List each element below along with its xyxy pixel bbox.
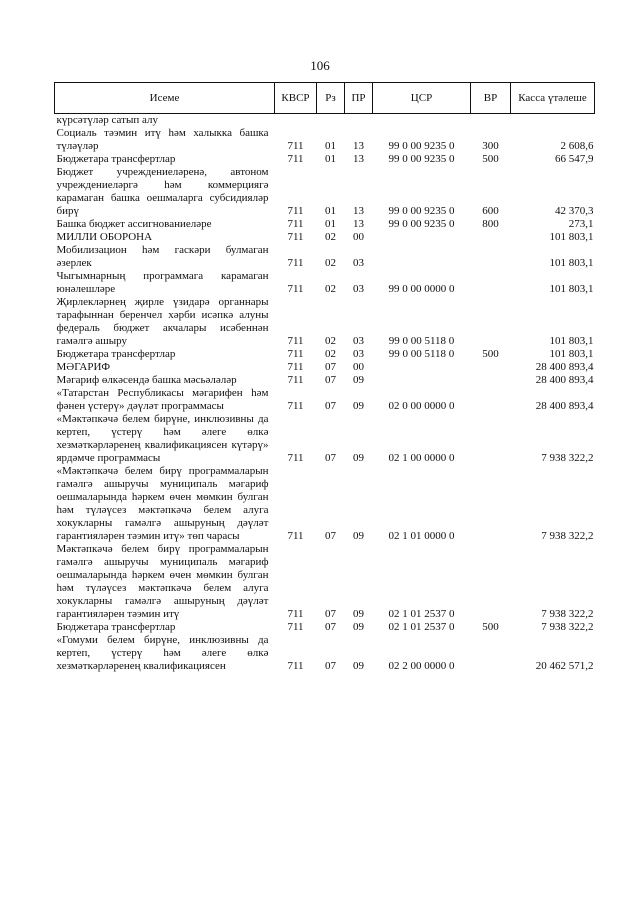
cell-kvsr: 711 — [287, 218, 304, 230]
cell-vr: 500 — [482, 348, 499, 360]
table-row — [55, 543, 595, 621]
cell-vr: 500 — [482, 621, 499, 633]
cell-name: Бюджетара трансфертлар — [56, 621, 176, 633]
cell-name: МӘГАРИФ — [56, 361, 111, 373]
cell-rz: 07 — [325, 374, 336, 386]
cell-rz — [317, 114, 345, 128]
cell-vr — [471, 374, 511, 387]
cell-pr: 00 — [353, 231, 364, 243]
page-number: 106 — [310, 58, 330, 73]
cell-vr — [471, 361, 511, 374]
cell-vr: 600 — [482, 205, 499, 217]
cell-csr: 02 1 01 2537 0 — [388, 621, 455, 633]
cell-pr: 09 — [353, 530, 364, 542]
cell-vr — [471, 270, 511, 296]
cell-csr: 99 0 00 9235 0 — [388, 140, 455, 152]
cell-csr: 99 0 00 5118 0 — [388, 348, 455, 360]
cell-pr — [345, 114, 373, 128]
cell-sum: 7 938 322,2 — [541, 621, 594, 633]
cell-sum: 273,1 — [568, 218, 594, 230]
cell-kvsr: 711 — [287, 257, 304, 269]
cell-kvsr — [275, 114, 317, 128]
cell-pr: 13 — [353, 218, 364, 230]
cell-pr: 03 — [353, 283, 364, 295]
table-row — [55, 114, 595, 128]
cell-rz: 07 — [325, 608, 336, 620]
cell-name: «Мәктәпкәчә белем бирү программаларын гамәлгә ашыручы муниципаль мәгариф оешмаларында һәркем өчен мөмкин булган һәм түләүсез мәктәпкәчә белем алуга хокукларны гамәлгә ашыруның дәүләт гарантияләрен тәэмин итү» төп чарасы — [56, 465, 269, 542]
cell-rz: 07 — [325, 530, 336, 542]
cell-vr — [471, 413, 511, 465]
cell-sum — [511, 114, 595, 128]
cell-sum: 101 803,1 — [549, 257, 594, 269]
cell-vr — [471, 543, 511, 621]
cell-pr: 13 — [353, 153, 364, 165]
cell-kvsr: 711 — [287, 400, 304, 412]
cell-vr — [471, 296, 511, 348]
cell-rz: 02 — [325, 335, 336, 347]
cell-name: «Мәктәпкәчә белем бирүне, инклюзивны да кертеп, үстерү һәм әлеге өлкә хезмәткәрләренең квалификациясен күтәрү» ярдәмче программасы — [56, 413, 269, 464]
cell-name: күрсәтүләр сатып алу — [56, 114, 158, 126]
cell-name: «Татарстан Республикасы мәгарифен һәм фәнен үстерү» дәүләт программасы — [56, 387, 269, 412]
cell-csr: 99 0 00 9235 0 — [388, 205, 455, 217]
cell-rz: 02 — [325, 348, 336, 360]
cell-csr: 99 0 00 9235 0 — [388, 153, 455, 165]
table-row — [55, 413, 595, 465]
cell-kvsr: 711 — [287, 335, 304, 347]
cell-csr — [373, 244, 471, 270]
cell-kvsr: 711 — [287, 348, 304, 360]
cell-sum: 28 400 893,4 — [535, 400, 594, 412]
cell-rz: 01 — [325, 153, 336, 165]
table-row — [55, 296, 595, 348]
cell-pr: 09 — [353, 660, 364, 672]
cell-kvsr: 711 — [287, 140, 304, 152]
cell-csr — [373, 114, 471, 128]
cell-vr — [471, 231, 511, 244]
cell-vr: 300 — [482, 140, 499, 152]
header-rz: Рз — [317, 83, 345, 114]
cell-sum: 101 803,1 — [549, 335, 594, 347]
cell-rz: 07 — [325, 452, 336, 464]
cell-csr — [373, 374, 471, 387]
cell-pr: 03 — [353, 257, 364, 269]
cell-csr — [373, 361, 471, 374]
cell-rz: 07 — [325, 621, 336, 633]
cell-kvsr: 711 — [287, 283, 304, 295]
table-row — [55, 166, 595, 218]
cell-pr: 00 — [353, 361, 364, 373]
cell-pr: 13 — [353, 140, 364, 152]
table-row — [55, 218, 595, 231]
cell-name: Бюджет учреждениеләренә, автоном учреждениеләргә һәм коммерциягә карамаган башка оешмаларга субсидияләр бирү — [56, 166, 269, 217]
table-row — [55, 621, 595, 634]
cell-csr: 99 0 00 9235 0 — [388, 218, 455, 230]
cell-rz: 07 — [325, 400, 336, 412]
cell-sum: 101 803,1 — [549, 283, 594, 295]
cell-pr: 09 — [353, 621, 364, 633]
cell-vr — [471, 244, 511, 270]
cell-csr: 02 1 01 0000 0 — [388, 530, 455, 542]
cell-rz: 07 — [325, 660, 336, 672]
cell-vr — [471, 387, 511, 413]
cell-kvsr: 711 — [287, 153, 304, 165]
budget-table — [54, 82, 595, 673]
cell-name: Башка бюджет ассигнованиеләре — [56, 218, 212, 230]
cell-csr: 99 0 00 0000 0 — [388, 283, 455, 295]
table-row — [55, 348, 595, 361]
cell-sum: 42 370,3 — [555, 205, 594, 217]
cell-rz: 02 — [325, 231, 336, 243]
cell-name: Җирлекләрнең җирле үзидарә органнары тарафыннан беренчел хәрби исәпкә алуны федераль бюджет акчалары исәбеннән гамәлгә ашыру — [56, 296, 269, 347]
cell-sum: 28 400 893,4 — [535, 374, 594, 386]
table-row — [55, 361, 595, 374]
table-row — [55, 634, 595, 673]
header-csr: ЦСР — [373, 83, 471, 114]
cell-pr: 13 — [353, 205, 364, 217]
cell-csr: 02 2 00 0000 0 — [388, 660, 455, 672]
table-header — [55, 83, 595, 114]
cell-pr: 09 — [353, 608, 364, 620]
cell-vr: 800 — [482, 218, 499, 230]
cell-sum: 7 938 322,2 — [541, 452, 594, 464]
header-pr: ПР — [345, 83, 373, 114]
cell-csr: 02 1 01 2537 0 — [388, 608, 455, 620]
cell-sum: 2 608,6 — [560, 140, 594, 152]
cell-name: Чыгымнарның программага карамаган юнәлешләре — [56, 270, 269, 295]
cell-kvsr: 711 — [287, 452, 304, 464]
header-vr: ВР — [471, 83, 511, 114]
cell-kvsr: 711 — [287, 231, 304, 243]
cell-rz: 02 — [325, 283, 336, 295]
table-row — [55, 231, 595, 244]
table-body — [55, 114, 595, 674]
cell-csr: 02 0 00 0000 0 — [388, 400, 455, 412]
table-row — [55, 244, 595, 270]
cell-pr: 09 — [353, 400, 364, 412]
cell-kvsr: 711 — [287, 608, 304, 620]
cell-sum: 28 400 893,4 — [535, 361, 594, 373]
table-row — [55, 127, 595, 153]
cell-kvsr: 711 — [287, 361, 304, 373]
cell-vr — [471, 114, 511, 128]
table-row — [55, 270, 595, 296]
cell-kvsr: 711 — [287, 374, 304, 386]
table-row — [55, 374, 595, 387]
cell-pr: 09 — [353, 374, 364, 386]
cell-kvsr: 711 — [287, 530, 304, 542]
header-sum: Касса үтәлеше — [511, 83, 595, 114]
cell-rz: 01 — [325, 218, 336, 230]
cell-kvsr: 711 — [287, 660, 304, 672]
cell-rz: 02 — [325, 257, 336, 269]
cell-name: Бюджетара трансфертлар — [56, 153, 176, 165]
table-row — [55, 153, 595, 166]
cell-sum: 101 803,1 — [549, 231, 594, 243]
cell-csr: 02 1 00 0000 0 — [388, 452, 455, 464]
header-name: Исеме — [55, 83, 275, 114]
cell-name: Мәктәпкәчә белем бирү программаларын гамәлгә ашыручы муниципаль мәгариф оешмаларында һәркем өчен мөмкин булган һәм түләүсез мәктәпкәчә белем алуга хокукларны гамәлгә ашыруның дәүләт гарантияләрен тәэмин итү — [56, 543, 269, 620]
cell-sum: 101 803,1 — [549, 348, 594, 360]
cell-csr — [373, 231, 471, 244]
cell-rz: 01 — [325, 205, 336, 217]
cell-sum: 7 938 322,2 — [541, 608, 594, 620]
cell-sum: 7 938 322,2 — [541, 530, 594, 542]
cell-sum: 66 547,9 — [555, 153, 594, 165]
cell-kvsr: 711 — [287, 621, 304, 633]
table-row — [55, 465, 595, 543]
cell-name: «Гомуми белем бирүне, инклюзивны да кертеп, үстерү һәм әлеге өлкә хезмәткәрләренең квалификациясен — [56, 634, 269, 672]
cell-pr: 03 — [353, 348, 364, 360]
cell-vr: 500 — [482, 153, 499, 165]
cell-name: Мобилизацион һәм гаскәри булмаган әзерлек — [56, 244, 269, 269]
cell-name: Социаль тәэмин итү һәм халыкка башка түләүләр — [56, 127, 269, 152]
cell-sum: 20 462 571,2 — [535, 660, 594, 672]
cell-csr: 99 0 00 5118 0 — [388, 335, 455, 347]
cell-name: МИЛЛИ ОБОРОНА — [56, 231, 153, 243]
cell-name: Мәгариф өлкәсендә башка мәсьәләләр — [56, 374, 237, 386]
cell-pr: 03 — [353, 335, 364, 347]
header-kvsr: КВСР — [275, 83, 317, 114]
cell-rz: 07 — [325, 361, 336, 373]
cell-kvsr: 711 — [287, 205, 304, 217]
cell-vr — [471, 634, 511, 673]
cell-vr — [471, 465, 511, 543]
cell-pr: 09 — [353, 452, 364, 464]
cell-rz: 01 — [325, 140, 336, 152]
table-row — [55, 387, 595, 413]
cell-name: Бюджетара трансфертлар — [56, 348, 176, 360]
